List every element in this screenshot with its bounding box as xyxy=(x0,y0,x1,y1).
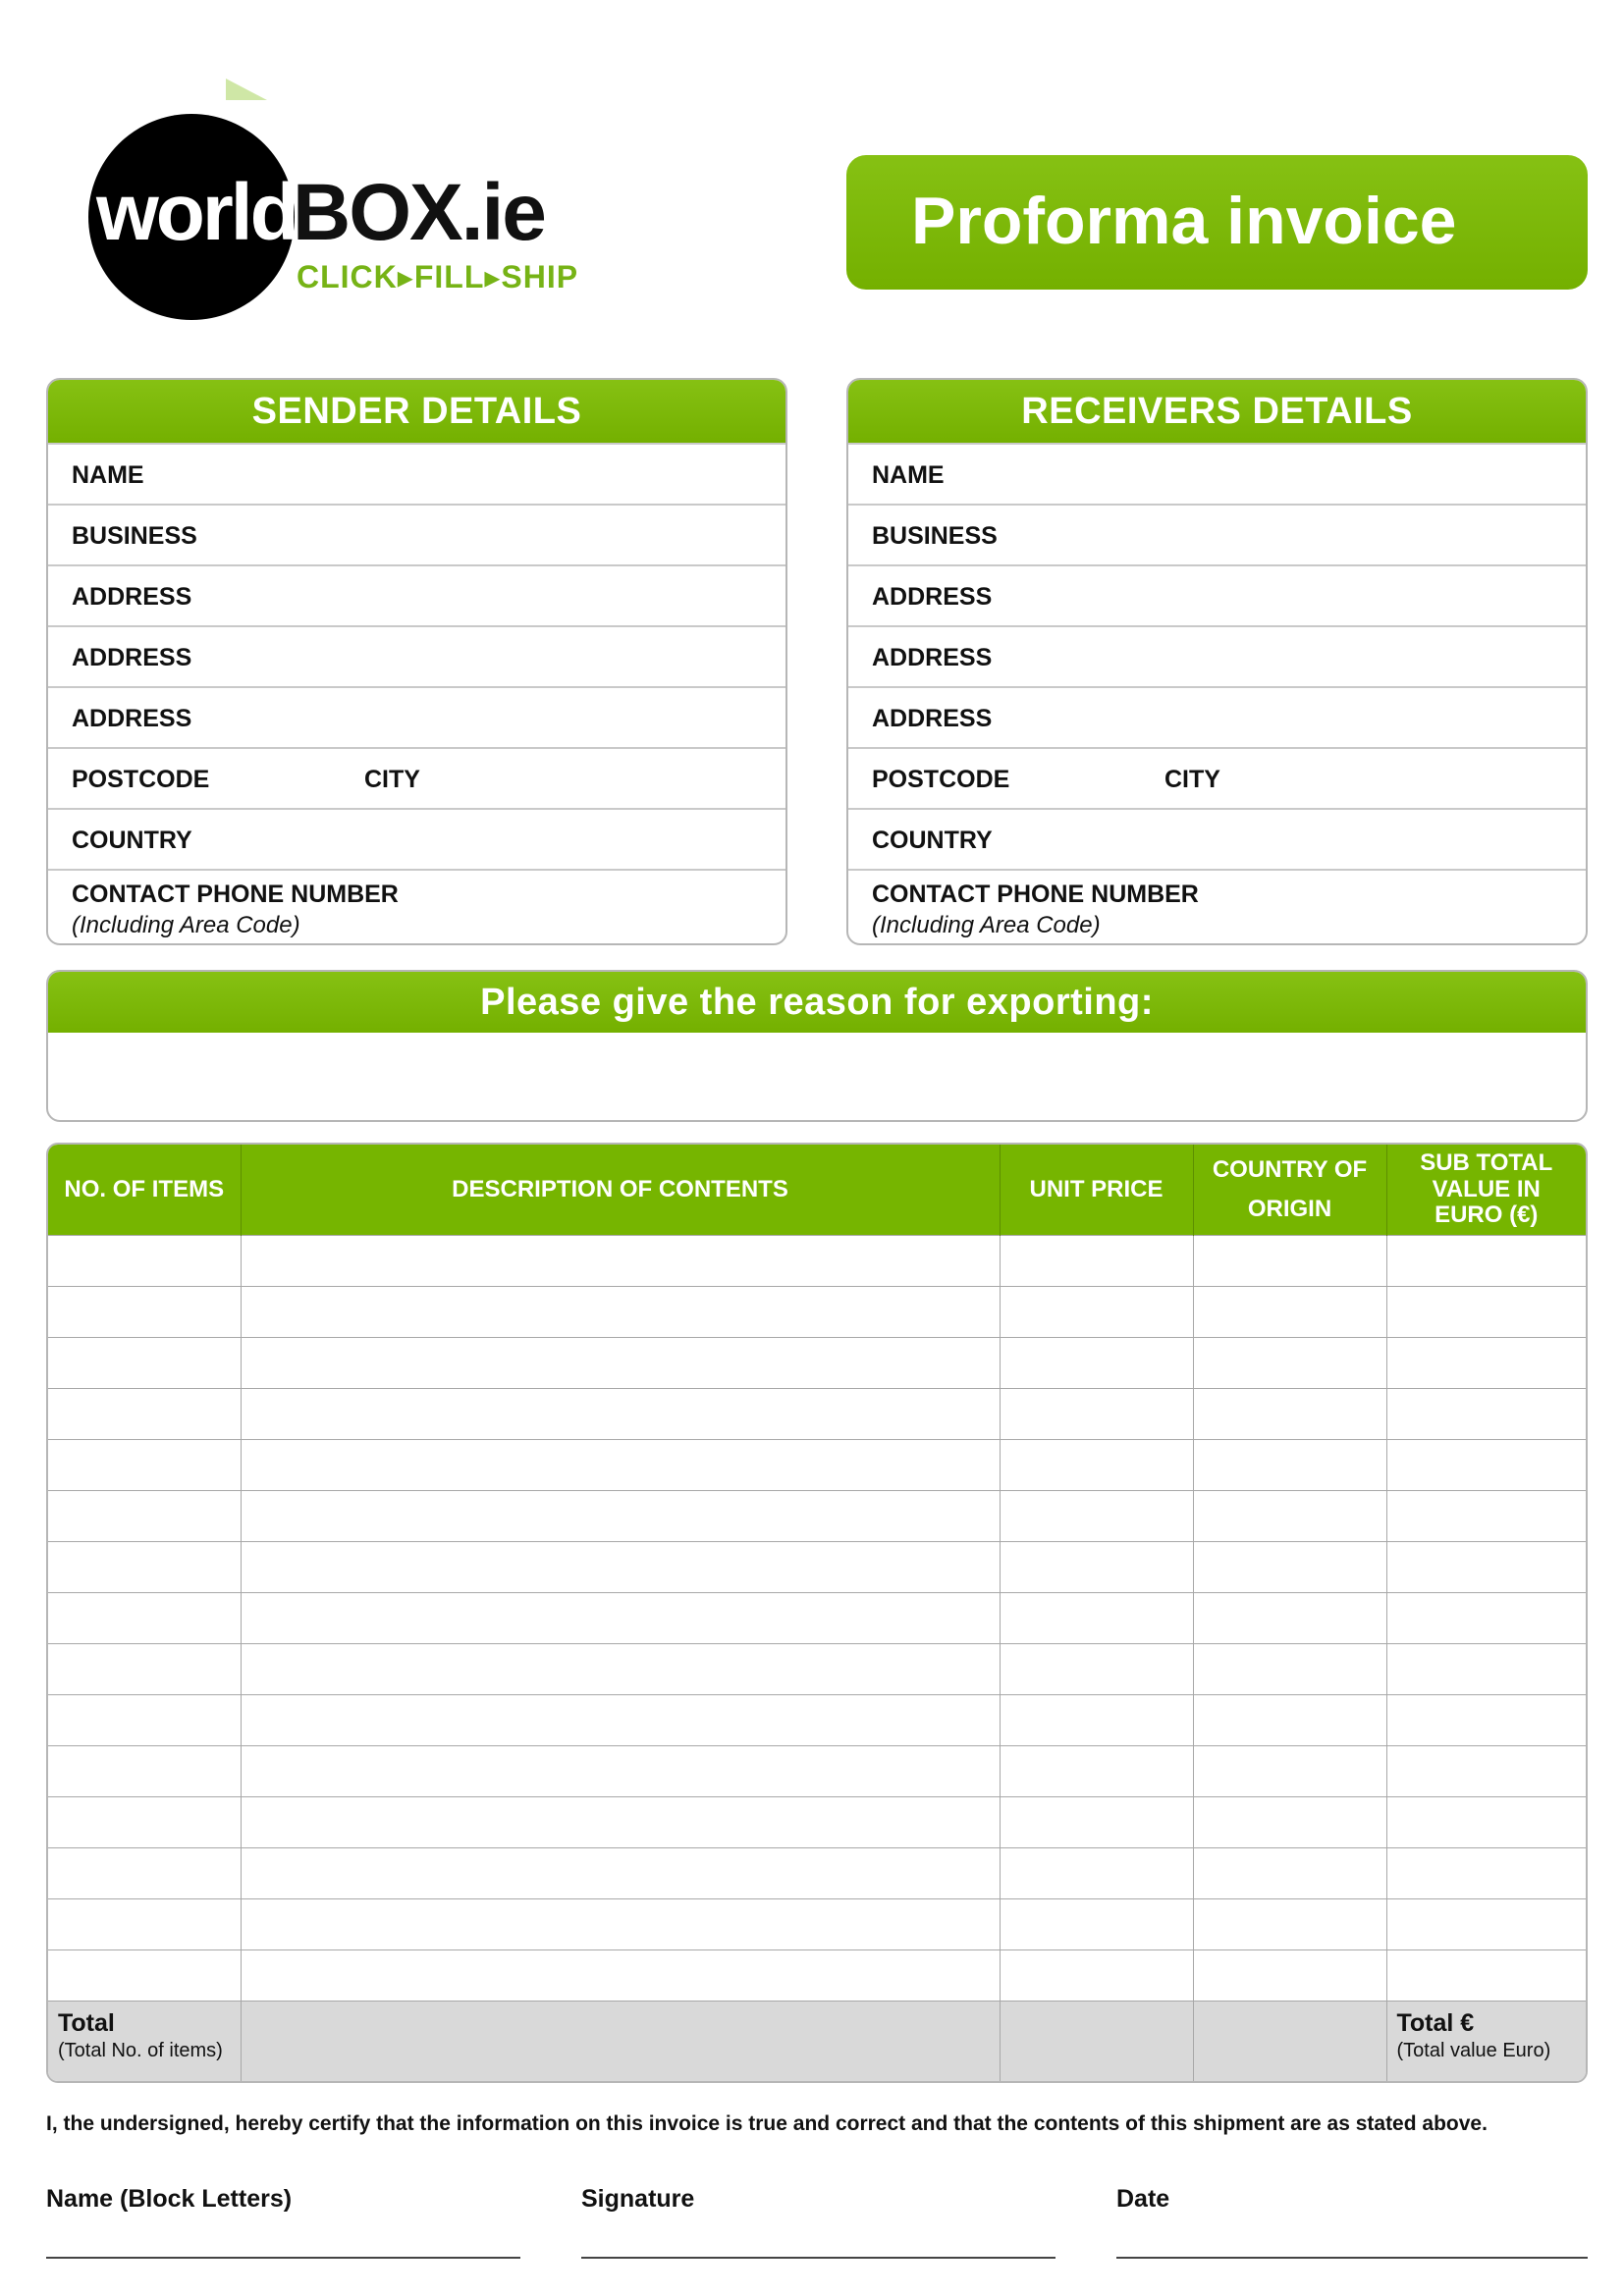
subtotal-cell[interactable] xyxy=(1386,1338,1586,1389)
total-items-cell[interactable] xyxy=(48,2002,241,2082)
country-of-origin-cell[interactable] xyxy=(1193,1746,1386,1797)
name-block-letters-label: Name (Block Letters) xyxy=(46,2185,293,2213)
col-header-description: DESCRIPTION OF CONTENTS xyxy=(241,1145,1000,1236)
country-of-origin-cell[interactable] xyxy=(1193,1644,1386,1695)
total-row xyxy=(48,2002,1586,2082)
name-line[interactable] xyxy=(46,2257,520,2259)
worldbox-logo xyxy=(88,79,579,334)
description-cell[interactable] xyxy=(241,1797,1000,1848)
country-of-origin-cell[interactable] xyxy=(1193,1338,1386,1389)
table-row xyxy=(48,1338,1586,1389)
sender-address1-field[interactable] xyxy=(48,564,785,625)
description-cell[interactable] xyxy=(241,1338,1000,1389)
subtotal-cell[interactable] xyxy=(1386,1950,1586,2002)
col-header-country-line1: COUNTRY OF xyxy=(1212,1155,1368,1183)
subtotal-cell[interactable] xyxy=(1386,1236,1586,1287)
signature-line[interactable] xyxy=(581,2257,1056,2259)
sender-heading: SENDER DETAILS xyxy=(48,380,785,443)
subtotal-cell[interactable] xyxy=(1386,1593,1586,1644)
unit-price-cell[interactable] xyxy=(1000,1440,1193,1491)
logo-box-text: BOX.ie xyxy=(293,168,545,257)
country-of-origin-cell[interactable] xyxy=(1193,1593,1386,1644)
country-of-origin-cell[interactable] xyxy=(1193,1695,1386,1746)
unit-price-cell[interactable] xyxy=(1000,1950,1193,2002)
field-label: POSTCODE xyxy=(72,766,210,793)
logo-world-text: world xyxy=(96,168,297,257)
field-label: COUNTRY xyxy=(72,827,192,854)
subtotal-cell[interactable] xyxy=(1386,1389,1586,1440)
unit-price-cell[interactable] xyxy=(1000,1746,1193,1797)
subtotal-cell[interactable] xyxy=(1386,1491,1586,1542)
country-of-origin-cell[interactable] xyxy=(1193,1950,1386,2002)
unit-price-cell[interactable] xyxy=(1000,1542,1193,1593)
item-count-cell[interactable] xyxy=(48,1950,241,2002)
item-count-cell[interactable] xyxy=(48,1338,241,1389)
sender-address2-field[interactable] xyxy=(48,625,785,686)
item-count-cell[interactable] xyxy=(48,1746,241,1797)
table-row xyxy=(48,1236,1586,1287)
field-label: POSTCODE xyxy=(872,766,1010,793)
col-header-subtotal-line3: EURO (€) xyxy=(1435,1201,1539,1229)
field-label: COUNTRY xyxy=(872,827,993,854)
receiver-address2-field[interactable] xyxy=(848,625,1586,686)
receiver-business-field[interactable] xyxy=(848,504,1586,564)
unit-price-cell[interactable] xyxy=(1000,1287,1193,1338)
description-cell[interactable] xyxy=(241,1644,1000,1695)
items-table xyxy=(46,1143,1588,2083)
country-of-origin-cell[interactable] xyxy=(1193,1236,1386,1287)
description-cell[interactable] xyxy=(241,1236,1000,1287)
country-of-origin-cell[interactable] xyxy=(1193,1542,1386,1593)
field-label: NAME xyxy=(72,461,144,489)
total-value-label: Total € xyxy=(1396,2009,1475,2037)
field-label: BUSINESS xyxy=(872,522,998,550)
logo-tagline: CLICK▸FILL▸SHIP xyxy=(297,259,579,294)
field-label: ADDRESS xyxy=(872,705,993,732)
logo-leaf xyxy=(226,79,267,100)
sender-details-panel xyxy=(46,378,787,945)
col-header-country xyxy=(1193,1145,1386,1236)
export-reason-heading: Please give the reason for exporting: xyxy=(48,972,1586,1033)
field-note: (Including Area Code) xyxy=(872,912,1101,938)
subtotal-cell[interactable] xyxy=(1386,1746,1586,1797)
sender-name-field[interactable] xyxy=(48,443,785,504)
col-header-country-line2: ORIGIN xyxy=(1247,1196,1332,1222)
table-row xyxy=(48,1899,1586,1950)
country-of-origin-cell[interactable] xyxy=(1193,1389,1386,1440)
sender-phone-field[interactable] xyxy=(48,869,785,943)
col-header-subtotal xyxy=(1386,1145,1586,1236)
table-row xyxy=(48,1389,1586,1440)
table-row xyxy=(48,1746,1586,1797)
table-row xyxy=(48,1644,1586,1695)
description-cell[interactable] xyxy=(241,1389,1000,1440)
sender-address3-field[interactable] xyxy=(48,686,785,747)
table-row xyxy=(48,1287,1586,1338)
field-label: ADDRESS xyxy=(872,644,993,671)
subtotal-cell[interactable] xyxy=(1386,1440,1586,1491)
receiver-heading: RECEIVERS DETAILS xyxy=(848,380,1586,443)
table-row xyxy=(48,1848,1586,1899)
sender-country-field[interactable] xyxy=(48,808,785,869)
receiver-name-field[interactable] xyxy=(848,443,1586,504)
total-label: Total xyxy=(58,2009,115,2037)
field-label: CONTACT PHONE NUMBER xyxy=(872,881,1199,908)
description-cell[interactable] xyxy=(241,1542,1000,1593)
unit-price-cell[interactable] xyxy=(1000,1848,1193,1899)
unit-price-cell[interactable] xyxy=(1000,1644,1193,1695)
field-label: NAME xyxy=(872,461,945,489)
field-label: ADDRESS xyxy=(872,583,993,611)
table-row xyxy=(48,1695,1586,1746)
receiver-phone-field[interactable] xyxy=(848,869,1586,943)
subtotal-cell[interactable] xyxy=(1386,1899,1586,1950)
total-empty-cell xyxy=(241,2002,1000,2082)
table-row xyxy=(48,1440,1586,1491)
subtotal-cell[interactable] xyxy=(1386,1695,1586,1746)
description-cell[interactable] xyxy=(241,1440,1000,1491)
unit-price-cell[interactable] xyxy=(1000,1593,1193,1644)
sender-postcode-city-field[interactable] xyxy=(48,747,785,808)
field-label: CITY xyxy=(1164,766,1220,793)
field-label: CITY xyxy=(364,766,420,793)
description-cell[interactable] xyxy=(241,1899,1000,1950)
item-count-cell[interactable] xyxy=(48,1440,241,1491)
item-count-cell[interactable] xyxy=(48,1797,241,1848)
description-cell[interactable] xyxy=(241,1848,1000,1899)
signature-label: Signature xyxy=(581,2185,695,2213)
item-count-cell[interactable] xyxy=(48,1593,241,1644)
export-reason-input[interactable] xyxy=(48,1033,1586,1120)
item-count-cell[interactable] xyxy=(48,1236,241,1287)
description-cell[interactable] xyxy=(241,1746,1000,1797)
col-header-subtotal-line2: VALUE IN xyxy=(1432,1175,1541,1202)
subtotal-cell[interactable] xyxy=(1386,1848,1586,1899)
item-count-cell[interactable] xyxy=(48,1542,241,1593)
field-label: ADDRESS xyxy=(72,583,192,611)
item-count-cell[interactable] xyxy=(48,1389,241,1440)
subtotal-cell[interactable] xyxy=(1386,1287,1586,1338)
country-of-origin-cell[interactable] xyxy=(1193,1848,1386,1899)
subtotal-cell[interactable] xyxy=(1386,1797,1586,1848)
page-title: Proforma invoice xyxy=(911,184,1457,258)
item-count-cell[interactable] xyxy=(48,1644,241,1695)
table-row xyxy=(48,1593,1586,1644)
table-row xyxy=(48,1542,1586,1593)
unit-price-cell[interactable] xyxy=(1000,1338,1193,1389)
receiver-details-panel xyxy=(846,378,1588,945)
export-reason-box xyxy=(46,970,1588,1122)
field-note: (Including Area Code) xyxy=(72,912,300,938)
total-value-cell[interactable] xyxy=(1386,2002,1586,2082)
description-cell[interactable] xyxy=(241,1287,1000,1338)
item-count-cell[interactable] xyxy=(48,1695,241,1746)
description-cell[interactable] xyxy=(241,1695,1000,1746)
description-cell[interactable] xyxy=(241,1950,1000,2002)
receiver-address3-field[interactable] xyxy=(848,686,1586,747)
total-note: (Total No. of items) xyxy=(58,2040,223,2061)
table-row xyxy=(48,1491,1586,1542)
field-label: ADDRESS xyxy=(72,644,192,671)
col-header-items: NO. OF ITEMS xyxy=(48,1145,241,1236)
total-empty-cell xyxy=(1193,2002,1386,2082)
field-label: BUSINESS xyxy=(72,522,197,550)
description-cell[interactable] xyxy=(241,1593,1000,1644)
sender-business-field[interactable] xyxy=(48,504,785,564)
date-line[interactable] xyxy=(1116,2257,1588,2259)
total-empty-cell xyxy=(1000,2002,1193,2082)
unit-price-cell[interactable] xyxy=(1000,1491,1193,1542)
table-row xyxy=(48,1950,1586,2002)
country-of-origin-cell[interactable] xyxy=(1193,1797,1386,1848)
receiver-address1-field[interactable] xyxy=(848,564,1586,625)
field-label: ADDRESS xyxy=(72,705,192,732)
total-value-note: (Total value Euro) xyxy=(1396,2040,1551,2061)
col-header-unit-price: UNIT PRICE xyxy=(1000,1145,1193,1236)
country-of-origin-cell[interactable] xyxy=(1193,1440,1386,1491)
items-header-row xyxy=(48,1145,1586,1236)
item-count-cell[interactable] xyxy=(48,1491,241,1542)
unit-price-cell[interactable] xyxy=(1000,1899,1193,1950)
receiver-country-field[interactable] xyxy=(848,808,1586,869)
title-banner xyxy=(846,155,1588,290)
description-cell[interactable] xyxy=(241,1491,1000,1542)
item-count-cell[interactable] xyxy=(48,1848,241,1899)
table-row xyxy=(48,1797,1586,1848)
country-of-origin-cell[interactable] xyxy=(1193,1287,1386,1338)
unit-price-cell[interactable] xyxy=(1000,1797,1193,1848)
certification-statement: I, the undersigned, hereby certify that the information on this invoice is true and correct and that the contents of this shipment are as stated above. xyxy=(46,2112,1488,2135)
receiver-postcode-city-field[interactable] xyxy=(848,747,1586,808)
unit-price-cell[interactable] xyxy=(1000,1236,1193,1287)
country-of-origin-cell[interactable] xyxy=(1193,1491,1386,1542)
item-count-cell[interactable] xyxy=(48,1899,241,1950)
item-count-cell[interactable] xyxy=(48,1287,241,1338)
date-label: Date xyxy=(1116,2185,1170,2213)
unit-price-cell[interactable] xyxy=(1000,1695,1193,1746)
field-label: CONTACT PHONE NUMBER xyxy=(72,881,399,908)
subtotal-cell[interactable] xyxy=(1386,1644,1586,1695)
col-header-subtotal-line1: SUB TOTAL xyxy=(1420,1149,1553,1177)
unit-price-cell[interactable] xyxy=(1000,1389,1193,1440)
country-of-origin-cell[interactable] xyxy=(1193,1899,1386,1950)
subtotal-cell[interactable] xyxy=(1386,1542,1586,1593)
